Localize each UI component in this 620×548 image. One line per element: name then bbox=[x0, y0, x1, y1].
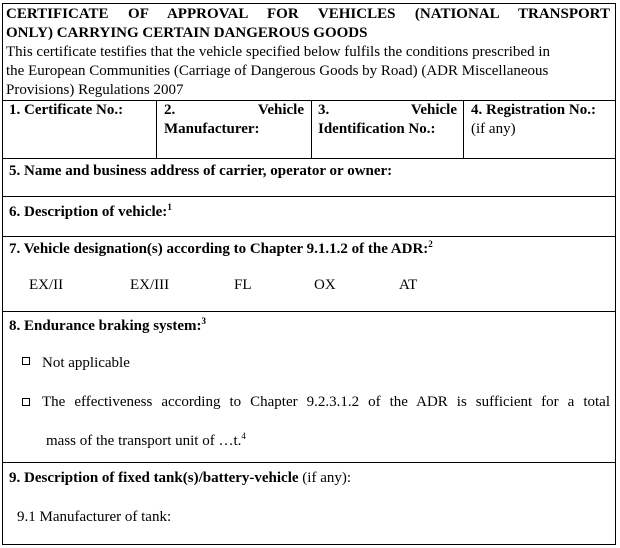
field-registration-no bbox=[471, 101, 613, 139]
section7-footnote-ref: 2 bbox=[428, 239, 433, 249]
checkbox-icon[interactable] bbox=[22, 398, 30, 406]
field2-word: Vehicle bbox=[257, 102, 304, 118]
intro-line3: Provisions) Regulations 2007 bbox=[6, 82, 184, 98]
field4-label: 4. Registration No.: bbox=[471, 102, 596, 118]
field3-number: 3. bbox=[318, 102, 330, 118]
option-effectiveness-text: The effectiveness according to Chapter 9.2.3.1.2 of the ADR is sufficient for a total bbox=[42, 394, 610, 410]
rule-col2 bbox=[311, 100, 312, 158]
field2-number: 2. bbox=[164, 102, 176, 118]
field-vehicle-manufacturer-line1 bbox=[164, 101, 304, 120]
field-vehicle-manufacturer bbox=[164, 101, 304, 139]
certificate-title-line2: ONLY) CARRYING CERTAIN DANGEROUS GOODS bbox=[6, 25, 368, 41]
section5-heading: 5. Name and business address of carrier, operator or owner: bbox=[9, 163, 393, 179]
option-effectiveness bbox=[22, 393, 610, 451]
field-certificate-no-label: 1. Certificate No.: bbox=[9, 102, 124, 118]
section6-footnote-ref: 1 bbox=[167, 202, 172, 212]
section7-label: 7. Vehicle designation(s) according to Chapter 9.1.1.2 of the ADR: bbox=[9, 241, 429, 257]
field-vehicle-identification-line1 bbox=[318, 101, 457, 120]
intro-line2: the European Communities (Carriage of Dangerous Goods by Road) (ADR Miscellaneous bbox=[6, 63, 549, 79]
field4-note: (if any) bbox=[471, 121, 516, 137]
designation-ex-ii: EX/II bbox=[29, 277, 64, 293]
rule-section8-bottom bbox=[2, 462, 616, 463]
option-not-applicable bbox=[22, 354, 130, 373]
designation-at: AT bbox=[399, 277, 418, 293]
option-effectiveness-text2: mass of the transport unit of …t. bbox=[46, 433, 242, 449]
designation-fl: FL bbox=[234, 277, 252, 293]
option-effectiveness-line2 bbox=[22, 432, 610, 451]
section8-footnote-ref: 3 bbox=[201, 316, 207, 326]
section6-heading bbox=[9, 203, 172, 222]
section6-label: 6. Description of vehicle: bbox=[9, 204, 168, 220]
rule-col1 bbox=[156, 100, 157, 158]
rule-col3 bbox=[463, 100, 464, 158]
section9-heading bbox=[9, 469, 351, 488]
intro-line1: This certificate testifies that the vehicle specified below fulfils the conditions prescribed in bbox=[6, 44, 550, 60]
option-not-applicable-label: Not applicable bbox=[42, 355, 130, 371]
section7-heading bbox=[9, 240, 433, 259]
field3-word: Vehicle bbox=[410, 102, 457, 118]
certificate-header bbox=[6, 5, 610, 100]
certificate-title-line1: CERTIFICATE OF APPROVAL FOR VEHICLES (NATIONAL TRANSPORT bbox=[6, 6, 610, 22]
field3-label: Identification No.: bbox=[318, 121, 436, 137]
designation-ex-iii: EX/III bbox=[130, 277, 170, 293]
checkbox-icon[interactable] bbox=[22, 357, 30, 365]
designation-ox: OX bbox=[314, 277, 336, 293]
field-vehicle-identification bbox=[318, 101, 457, 139]
section8-label: 8. Endurance braking system: bbox=[9, 318, 202, 334]
rule-fields-bottom bbox=[2, 158, 616, 159]
rule-section6-bottom bbox=[2, 236, 616, 237]
field-certificate-no bbox=[9, 101, 149, 120]
section8-heading bbox=[9, 317, 206, 336]
section9-label: 9. Description of fixed tank(s)/battery-vehicle bbox=[9, 470, 299, 486]
rule-section7-bottom bbox=[2, 311, 616, 312]
section9-1-label: 9.1 Manufacturer of tank: bbox=[17, 509, 172, 525]
field2-label: Manufacturer: bbox=[164, 121, 260, 137]
option-effectiveness-line1 bbox=[22, 393, 610, 412]
rule-section5-bottom bbox=[2, 196, 616, 197]
option-effectiveness-footnote-ref: 4 bbox=[241, 431, 246, 441]
section9-note: (if any): bbox=[298, 470, 352, 486]
